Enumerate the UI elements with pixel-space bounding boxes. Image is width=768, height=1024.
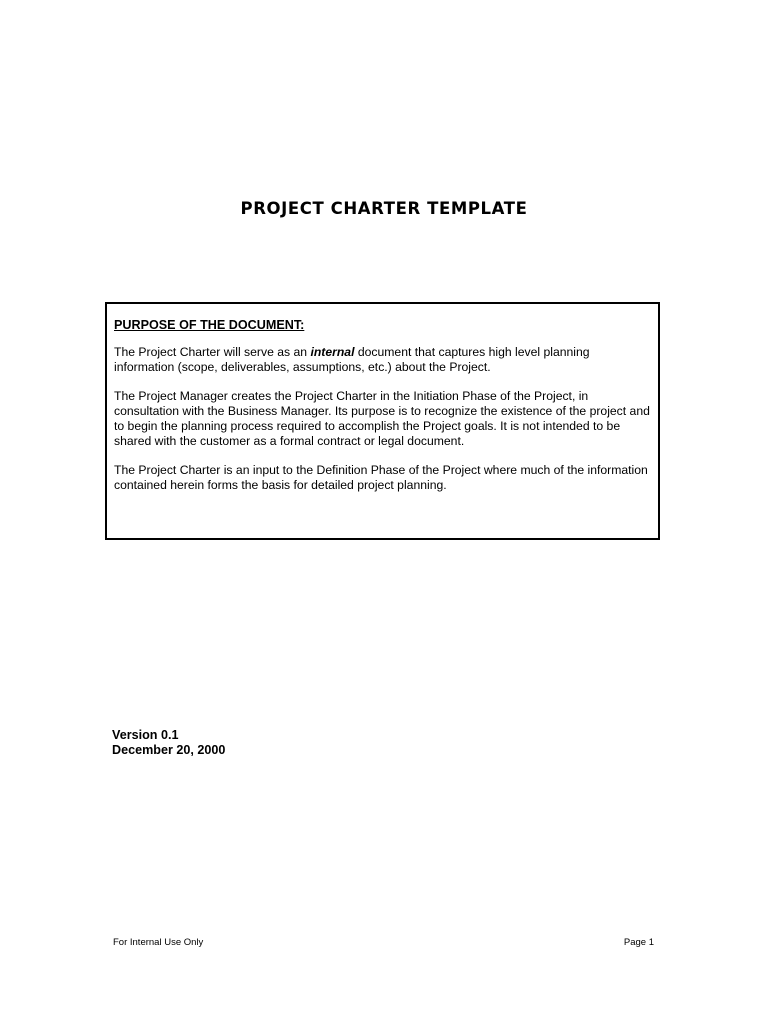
version-block <box>112 728 225 758</box>
footer-page-number: Page 1 <box>623 937 654 948</box>
purpose-heading: PURPOSE OF THE DOCUMENT: <box>114 318 305 332</box>
purpose-box <box>105 302 660 540</box>
footer-classification: For Internal Use Only <box>113 937 204 948</box>
internal-emphasis: internal <box>310 345 355 359</box>
purpose-paragraph-2: The Project Manager creates the Project Charter in the Initiation Phase of the Project, in consultation with the Business Manager. Its purpose is to recognize the existence of the project and to begin the planning process required to accomplish the Project goals. It is not intended to be shared with the customer as a formal contract or legal document. <box>114 389 650 448</box>
purpose-paragraph-1-start: The Project Charter will serve as an <box>114 345 311 359</box>
document-title: PROJECT CHARTER TEMPLATE <box>240 199 528 218</box>
version-date: December 20, 2000 <box>112 743 226 757</box>
version-label: Version 0.1 <box>112 728 179 742</box>
purpose-paragraph-1 <box>114 345 650 375</box>
purpose-paragraph-3: The Project Charter is an input to the Definition Phase of the Project where much of the information contained herein forms the basis for detailed project planning. <box>114 463 648 492</box>
purpose-paragraph-1-end: document that captures high level planning information (scope, deliverables, assumptions, etc.) about the Project. <box>114 345 590 374</box>
